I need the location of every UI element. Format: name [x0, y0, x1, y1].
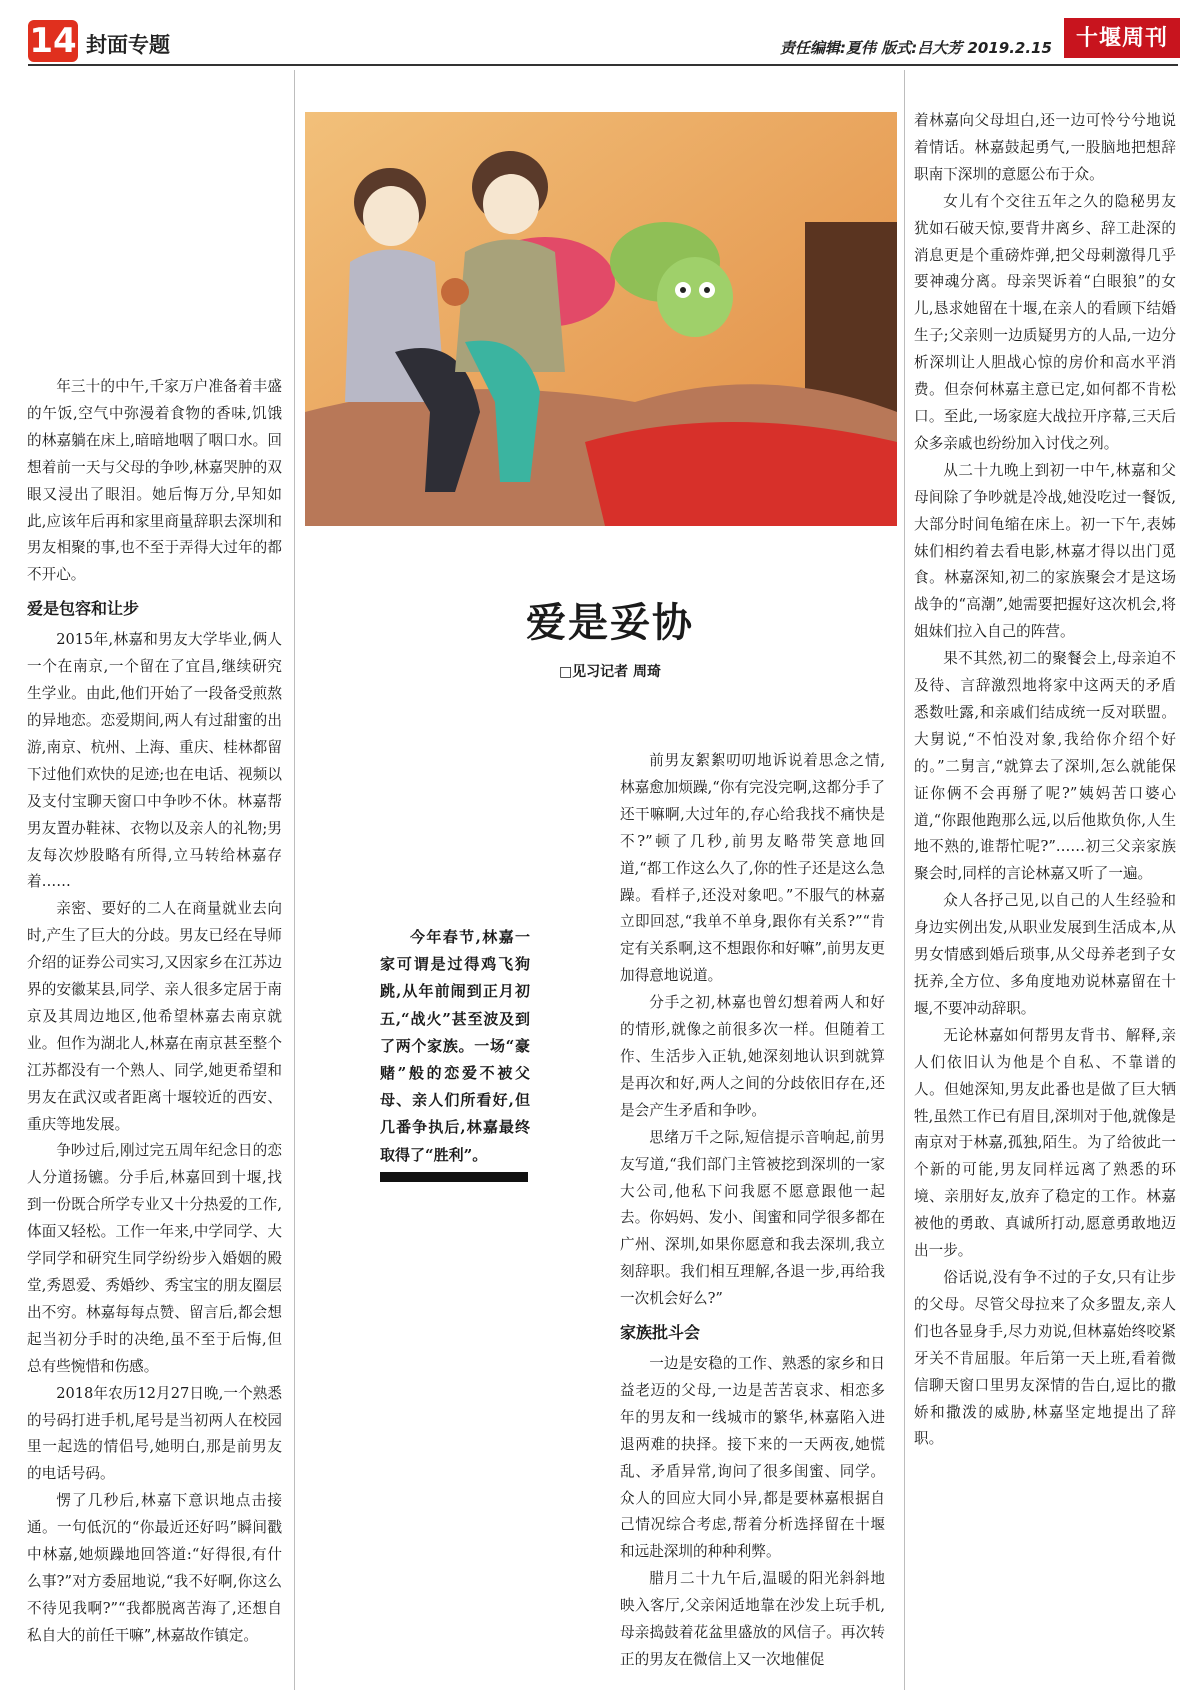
pull-quote [380, 924, 530, 1169]
paragraph: 年三十的中午,千家万户准备着丰盛的午饭,空气中弥漫着食物的香味,饥饿的林嘉躺在床上,暗暗地咽了咽口水。回想着前一天与父母的争吵,林嘉哭肿的双眼又浸出了眼泪。她后悔万分,早知如此,应该年后再和家里商量辞职去深圳和男友相聚的事,也不至于弄得大过年的都不开心。 [27, 378, 282, 584]
paragraph: 2018年农历12月27日晚,一个熟悉的号码打进手机,尾号是当初两人在校园里一起选的情侣号,她明白,那是前男友的电话号码。 [27, 1384, 282, 1483]
paragraph: 女儿有个交往五年之久的隐秘男友犹如石破天惊,要背井离乡、辞工赴深的消息更是个重磅炸弹,把父母刺激得几乎要神魂分离。母亲哭诉着“白眼狼”的女儿,恳求她留在十堰,在亲人的看顾下结婚生子;父亲则一边质疑男方的人品,一边分析深圳让人胆战心惊的房价和高水平消费。但奈何林嘉主意已定,如何都不肯松口。至此,一场家庭大战拉开序幕,三天后众多亲戚也纷纷加入讨伐之列。 [914, 192, 1176, 452]
pull-quote-bar [380, 1172, 528, 1182]
paragraph: 腊月二十九午后,温暖的阳光斜斜地映入客厅,父亲闲适地靠在沙发上玩手机,母亲捣鼓着花盆里盛放的风信子。再次转正的男友在微信上又一次地催促 [620, 1570, 885, 1668]
editor-meta: 责任编辑:夏伟 版式:吕大芳 2019.2.15 [780, 39, 1052, 57]
paragraph-continued: 着林嘉向父母坦白,还一边可怜兮兮地说着情话。林嘉鼓起勇气,一股脑地把想辞职南下深圳的意愿公布于众。 [914, 112, 1176, 183]
paragraph: 众人各抒己见,以自己的人生经验和身边实例出发,从职业发展到生活成本,从男女情感到婚后琐事,从父母养老到子女抚养,全方位、多角度地劝说林嘉留在十堰,不要冲动辞职。 [914, 892, 1176, 1017]
byline: □见习记者 周琦 [558, 664, 662, 680]
subheading: 家族批斗会 [620, 1323, 701, 1343]
paragraph: 思绪万千之际,短信提示音响起,前男友写道,“我们部门主管被挖到深圳的一家大公司,他私下问我愿不愿意跟他一起去。你妈妈、发小、闺蜜和同学很多都在广州、深圳,如果你愿意和我去深圳,我立刻辞职。我们相互理解,各退一步,再给我一次机会好么?” [620, 1128, 885, 1308]
paragraph: 争吵过后,刚过完五周年纪念日的恋人分道扬镳。分手后,林嘉回到十堰,找到一份既合所学专业又十分热爱的工作,体面又轻松。工作一年来,中学同学、大学同学和研究生同学纷纷步入婚姻的殿堂,秀恩爱、秀婚纱、秀宝宝的朋友圈层出不穷。林嘉每每点赞、留言后,都会想起当初分手时的决绝,虽不至于后悔,但总有些惋惜和伤感。 [27, 1142, 282, 1375]
page-number: 14 [29, 21, 77, 61]
article-column-1 [27, 374, 282, 1650]
article-title: 爱是妥协 [526, 599, 694, 646]
column-divider [904, 70, 905, 1690]
paragraph: 愣了几秒后,林嘉下意识地点击接通。一句低沉的“你最近还好吗”瞬间戳中林嘉,她烦躁地回答道:“好得很,有什么事?”对方委屈地说,“我不好啊,你这么不待见我啊?”“我都脱离苦海了,还想自私自大的前任干嘛”,林嘉故作镇定。 [27, 1492, 282, 1644]
paragraph: 俗话说,没有争不过的子女,只有让步的父母。尽管父母拉来了众多盟友,亲人们也各显身手,尽力劝说,但林嘉始终咬紧牙关不肯屈服。年后第一天上班,看着微信聊天窗口里男友深情的告白,逗比的撒娇和撒泼的威胁,林嘉坚定地提出了辞职。 [914, 1268, 1176, 1448]
newspaper-logo: 十堰周刊 [1064, 18, 1180, 58]
plush-toy [657, 257, 733, 337]
column-divider [294, 70, 295, 1690]
subheading: 爱是包容和让步 [27, 599, 140, 619]
section-title: 封面专题 [86, 33, 170, 57]
paragraph: 果不其然,初二的聚餐会上,母亲迫不及待、言辞激烈地将家中这两天的矛盾悉数吐露,和亲戚们结成统一反对联盟。大舅说,“不怕没对象,我给你介绍个好的。”二舅言,“就算去了深圳,怎么就能保证你俩不会再掰了呢?”姨妈苦口婆心道,“你跟他跑那么远,以后他欺负你,人生地不熟的,谁帮忙呢?”……初三父亲家族聚会时,同样的言论林嘉又听了一遍。 [914, 650, 1176, 883]
paragraph: 2015年,林嘉和男友大学毕业,俩人一个在南京,一个留在了宜昌,继续研究生学业。由此,他们开始了一段备受煎熬的异地恋。恋爱期间,两人有过甜蜜的出游,南京、杭州、上海、重庆、桂林都留下过他们欢快的足迹;也在电话、视频以及支付宝聊天窗口中争吵不休。林嘉帮男友置办鞋袜、衣物以及亲人的礼物;男友每次炒股略有所得,立马转给林嘉存着…… [27, 631, 282, 891]
cover-illustration [305, 112, 897, 526]
article-column-3 [914, 108, 1176, 1453]
paragraph: 亲密、要好的二人在商量就业去向时,产生了巨大的分歧。男友已经在导师介绍的证券公司实习,又因家乡在江苏边界的安徽某县,同学、亲人很多定居于南京及其周边地区,他希望林嘉去南京就业。但作为湖北人,林嘉在南京甚至整个江苏都没有一个熟人、同学,她更希望和男友在武汉或者距离十堰较近的西安、重庆等地发展。 [27, 900, 282, 1133]
paragraph: 从二十九晚上到初一中午,林嘉和父母间除了争吵就是冷战,她没吃过一餐饭,大部分时间龟缩在床上。初一下午,表姊妹们相约着去看电影,林嘉才得以出门觅食。林嘉深知,初二的家族聚会才是这场战争的“高潮”,她需要把握好这次机会,将姐妹们拉入自己的阵营。 [914, 461, 1176, 641]
teddy-bear [441, 278, 469, 306]
pull-quote-text: 今年春节,林嘉一家可谓是过得鸡飞狗跳,从年前闹到正月初五,“战火”甚至波及到了两个家族。一场“豪赌”般的恋爱不被父母、亲人们所看好,但几番争执后,林嘉最终取得了“胜利”。 [380, 928, 530, 1164]
header-rule [28, 64, 1178, 66]
paragraph: 一边是安稳的工作、熟悉的家乡和日益老迈的父母,一边是苦苦哀求、相恋多年的男友和一线城市的繁华,林嘉陷入进退两难的抉择。接下来的一天两夜,她慌乱、矛盾异常,询问了很多闺蜜、同学。众人的回应大同小异,都是要林嘉根据自己情况综合考虑,帮着分析选择留在十堰和远赴深圳的种种利弊。 [620, 1355, 885, 1561]
paragraph: 前男友絮絮叨叨地诉说着思念之情,林嘉愈加烦躁,“你有完没完啊,这都分手了还干嘛啊,大过年的,存心给我找不痛快是不?”顿了几秒,前男友略带笑意地回道,“都工作这么久了,你的性子还是这么急躁。看样子,还没对象吧。”不服气的林嘉立即回怼,“我单不单身,跟你有关系?”“肯定有关系啊,这不想跟你和好嘛”,前男友更加得意地说道。 [620, 752, 885, 985]
article-column-2 [620, 748, 885, 1674]
paragraph: 分手之初,林嘉也曾幻想着两人和好的情形,就像之前很多次一样。但随着工作、生活步入正轨,她深刻地认识到就算是再次和好,两人之间的分歧依旧存在,还是会产生矛盾和争吵。 [620, 994, 885, 1119]
paragraph: 无论林嘉如何帮男友背书、解释,亲人们依旧认为他是个自私、不靠谱的人。但她深知,男友此番也是做了巨大牺牲,虽然工作已有眉目,深圳对于他,就像是南京对于林嘉,孤独,陌生。为了给彼此一个新的可能,男友同样远离了熟悉的环境、亲朋好友,放弃了稳定的工作。林嘉被他的勇敢、真诚所打动,愿意勇敢地迈出一步。 [914, 1026, 1177, 1260]
